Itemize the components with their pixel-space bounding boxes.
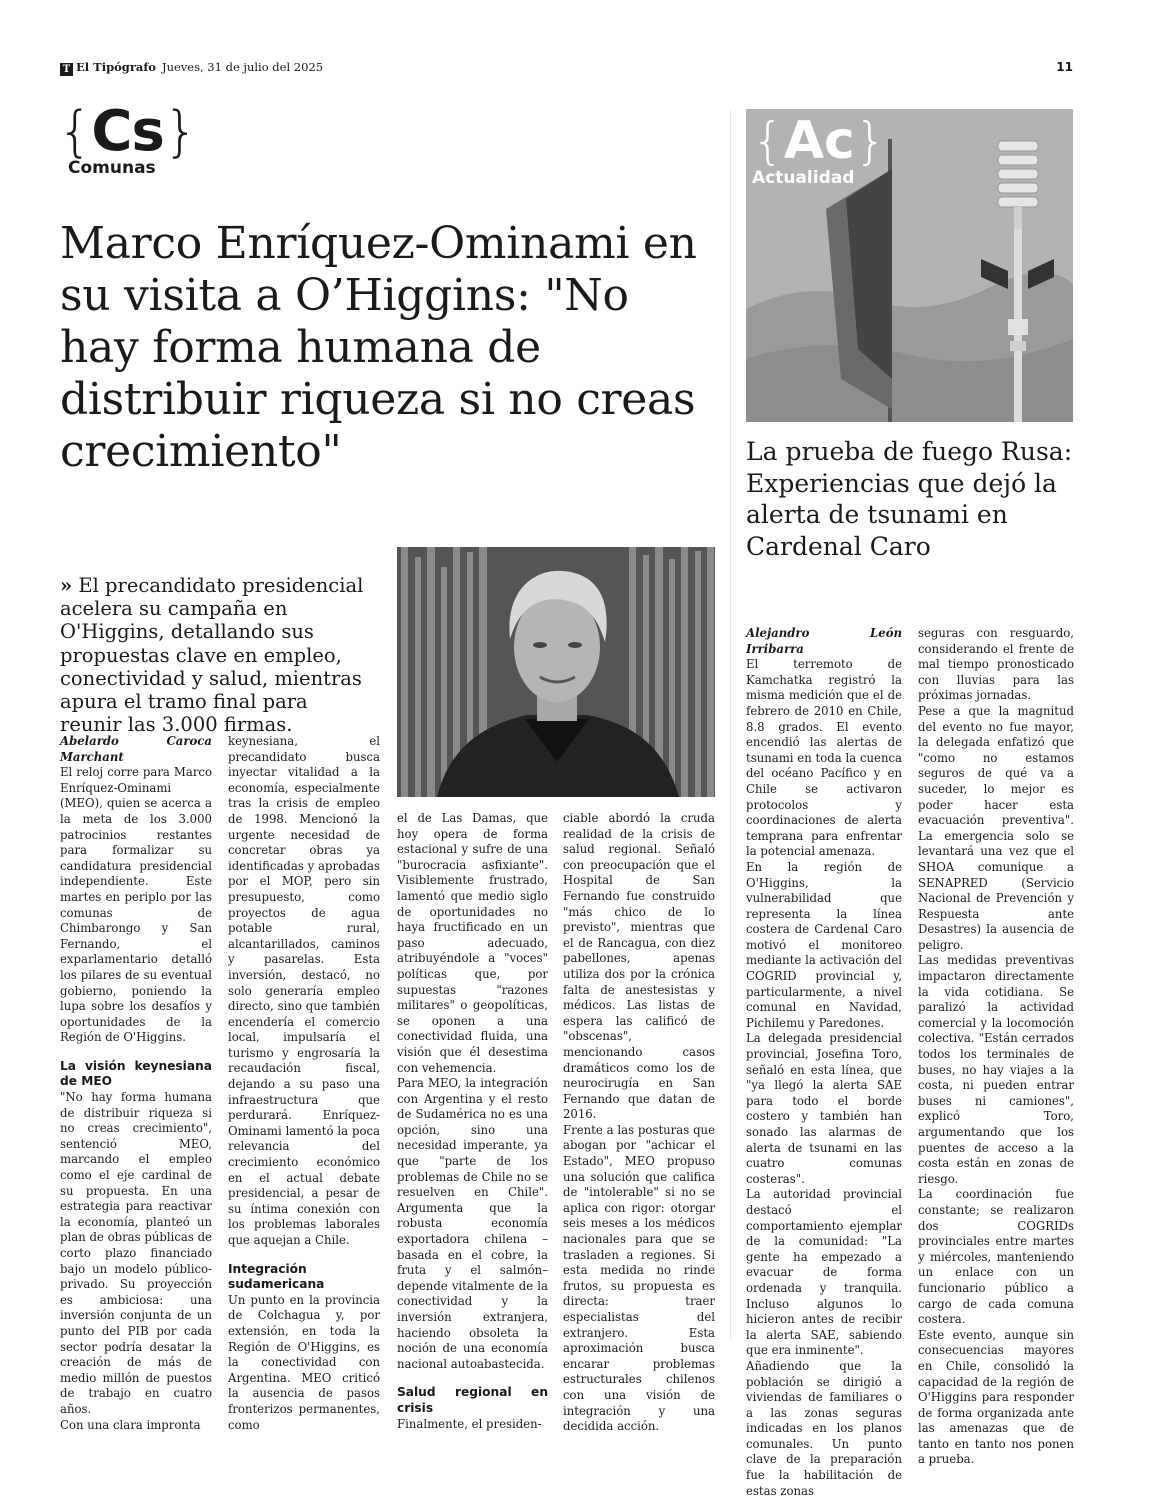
side-article-column-1 bbox=[746, 626, 902, 1499]
subheading: Salud regional en crisis bbox=[397, 1385, 548, 1415]
paragraph: Con una clara impronta bbox=[60, 1417, 201, 1432]
paragraph: La coordinación fue constante; se realizaron dos COGRIDs provinciales entre martes y miércoles, manteniendo un enlace con un funcionario público a cargo de cada comuna costera. bbox=[918, 1187, 1074, 1327]
paragraph: Frente a las posturas que abogan por "achicar el Estado", MEO propuso una solución que califica de "intolerable" si no se aplica con rigor: otorgar seis meses a los médicos nacionales para que se trasladen a regiones. Si esta medida no rinde frutos, su propuesta es directa: traer especialistas del extranjero. Esta aproximación busca encarar problemas estructurales chilenos con una visión de integración y una decidida acción. bbox=[563, 1122, 715, 1434]
main-headline: Marco Enríquez-Ominami en su visita a O’Higgins: "No hay forma humana de distribuir riqueza si no creas crecimiento" bbox=[60, 218, 697, 477]
paragraph: seguras con resguardo, considerando el frente de mal tiempo pronosticado con lluvias para las próximas jornadas. bbox=[918, 626, 1074, 703]
section-close-brace: } bbox=[163, 100, 198, 163]
lede-text: El precandidato presidencial acelera su campaña en O'Higgins, detallando sus propuestas clave en empleo, conectividad y salud, mientras apura el tramo final para reunir las 3.000 firmas. bbox=[60, 574, 364, 737]
page-number: 11 bbox=[1056, 60, 1073, 74]
subheading: Integración sudamericana bbox=[228, 1261, 325, 1292]
main-article-column-1 bbox=[60, 734, 212, 1433]
paragraph: Este evento, aunque sin consecuencias mayores en Chile, consolidó la capacidad de la región de O'Higgins para responder de forma organizada ante las amenazas que de tanto en tanto nos ponen a prueba. bbox=[918, 1327, 1074, 1467]
main-article-column-3 bbox=[397, 811, 548, 1432]
section-name: Comunas bbox=[68, 158, 156, 178]
section-tag-comunas bbox=[58, 100, 197, 178]
section-open-brace: { bbox=[752, 112, 784, 170]
section-name: Actualidad bbox=[752, 168, 855, 188]
paragraph: La delegada presidencial provincial, Josefina Toro, señaló en esta línea, que "ya llegó la alerta SAE para todo el borde costero y también han sonado las alarmas de alerta de tsunami en las cuatro comunas costeras". bbox=[746, 1031, 902, 1186]
portrait-illustration bbox=[397, 547, 715, 797]
lede-mark: » bbox=[60, 574, 73, 597]
side-article-column-2 bbox=[918, 626, 1074, 1468]
paragraph: El reloj corre para Marco Enríquez-Ominami (MEO), quien se acerca a la meta de los 3.000 patrocinios restantes para formalizar su candidatura presidencial independiente. Este martes en periplo por las comunas de Chimbarongo y San Fernando, el exparlamentario detalló los pilares de su eventual gobierno, poniendo la lupa sobre los desafíos y oportunidades de la Región de O'Higgins. bbox=[60, 765, 212, 1045]
paper-name: El Tipógrafo bbox=[76, 60, 156, 74]
paragraph: La autoridad provincial destacó el comportamiento ejemplar de la comunidad: "La gente ha empezado a evacuar de forma ordenada y tranquila. Incluso algunos lo hicieron antes de recibir la alerta SAE, sabiendo que era inminente". bbox=[746, 1187, 902, 1358]
section-open-brace: { bbox=[58, 100, 92, 163]
paragraph: Las medidas preventivas impactaron directamente la vida cotidiana. Se paralizó la actividad comercial y la locomoción colectiva. "Están cerrados todos los terminales de buses, no hay viajes a la costa, ni pueden entrar buses ni camiones", explicó Toro, argumentando que los puentes de acceso a la costa están en zonas de riesgo. bbox=[918, 953, 1074, 1186]
paragraph: En la región de O'Higgins, la vulnerabilidad que representa la línea costera de Cardenal Caro motivó el monitoreo mediante la activación del COGRID provincial y, particularmente, a nivel comunal en Navidad, Pichilemu y Paredones. bbox=[746, 859, 902, 1030]
section-tag-actualidad bbox=[752, 110, 887, 188]
article-lede bbox=[60, 574, 370, 736]
paragraph: Pese a que la magnitud del evento no fue mayor, la delegada enfatizó que "como no estamos seguros de qué va a suceder, lo mejor es poder hacer esta evacuación preventiva". La emergencia solo se levantará una vez que el SHOA comunique a SENAPRED (Servicio Nacional de Prevención y Respuesta ante Desastres) la ausencia de peligro. bbox=[918, 703, 1074, 952]
masthead bbox=[60, 60, 1075, 78]
meo-portrait-photo bbox=[397, 547, 715, 797]
paragraph: ciable abordó la cruda realidad de la crisis de salud regional. Señaló con preocupación que el Hospital de San Fernando fue construido "más chico de lo previsto", mientras que el de Rancagua, con diez pabellones, apenas utiliza dos por la crónica falta de anestesistas y médicos. Las listas de espera las calificó de "obscenas", mencionando casos dramáticos como los de neurocirugía en San Fernando que datan de 2016. bbox=[563, 811, 715, 1122]
paragraph: Añadiendo que la población se dirigió a viviendas de familiares o a las zonas seguras indicadas en los planos comunales. Un punto clave de la preparación fue la habilitación de estas zonas bbox=[746, 1358, 902, 1498]
section-abbr: Cs bbox=[91, 99, 164, 164]
paragraph: keynesiana, el precandidato busca inyectar vitalidad a la economía, especialmente tras la crisis de empleo de 1998. Mencionó la urgente necesidad de concretar obras ya identificadas y aprobadas por el MOP, pero sin presupuesto, como proyectos de agua potable rural, alcantarillados, caminos y pasarelas. Esta inversión, destacó, no solo generaría empleo directo, sino que también encendería el comercio local, impulsaría el turismo y engrosaría la recaudación fiscal, dejando a su paso una infraestructura que perdurará. Enríquez-Ominami lamentó la poca relevancia del crecimiento económico en el actual debate presidencial, a pesar de su íntima conexión con los problemas laborales que aquejan a Chile. bbox=[228, 734, 380, 1247]
column-divider bbox=[730, 110, 731, 1340]
section-abbr: Ac bbox=[783, 111, 855, 171]
main-article-author: Abelardo Caroca Marchant bbox=[60, 734, 212, 764]
paragraph: El terremoto de Kamchatka registró la misma medición que el de febrero de 2010 en Chile, 8.8 grados. El evento encendió las alertas de tsunami en toda la cuenca del océano Pacífico y en Chile se activaron protocolos y coordinaciones de alerta temprana para enfrentar la potencial amenaza. bbox=[746, 657, 902, 859]
side-article-author: Alejandro León Irribarra bbox=[746, 626, 902, 656]
paragraph: Finalmente, el presiden- bbox=[397, 1416, 542, 1431]
section-close-brace: } bbox=[854, 112, 887, 170]
main-article-column-4 bbox=[563, 811, 715, 1435]
paragraph: Un punto en la provincia de Colchagua y, por extensión, en toda la Región de O'Higgins, es la conectividad con Argentina. MEO criticó la ausencia de pasos fronterizos permanentes, como bbox=[228, 1292, 380, 1432]
paper-logo: T bbox=[60, 63, 73, 76]
subheading: La visión keynesiana de MEO bbox=[60, 1058, 212, 1089]
paragraph: Para MEO, la integración con Argentina y el resto de Sudamérica no es una opción, sino una necesidad imperante, ya que "parte de los problemas de Chile no se resuelven en Chile". Argumenta que la robusta economía exportadora chilena –basada en el cobre, la fruta y el salmón– depende vitalmente de la conectividad y la inversión extranjera, haciendo obsoleta la noción de una economía nacional autoabastecida. bbox=[397, 1076, 548, 1371]
issue-date: Jueves, 31 de julio del 2025 bbox=[161, 60, 324, 74]
side-headline: La prueba de fuego Rusa: Experiencias que dejó la alerta de tsunami en Cardenal Caro bbox=[746, 437, 1073, 561]
paragraph: "No hay forma humana de distribuir riqueza si no creas crecimiento", sentenció MEO, marcando el empleo como el eje cardinal de su propuesta. En una estrategia para reactivar la economía, planteó un plan de obras públicas de corto plazo financiado bajo un modelo público-privado. Su proyección es ambiciosa: una inversión conjunta de un punto del PIB por cada sector podría desatar la creación de más de medio millón de puestos de trabajo en cuatro años. bbox=[60, 1090, 212, 1416]
main-article-column-2 bbox=[228, 734, 380, 1433]
paragraph: el de Las Damas, que hoy opera de forma estacional y sufre de una "burocracia asfixiante". Visiblemente frustrado, lamentó que medio siglo de oportunidades no haya fructificado en un paso adecuado, atribuyéndole a "voces" políticas que, por supuestas "razones militares" o geopolíticas, se oponen a una conectividad fluida, una visión que él desestima con vehemencia. bbox=[397, 811, 548, 1075]
